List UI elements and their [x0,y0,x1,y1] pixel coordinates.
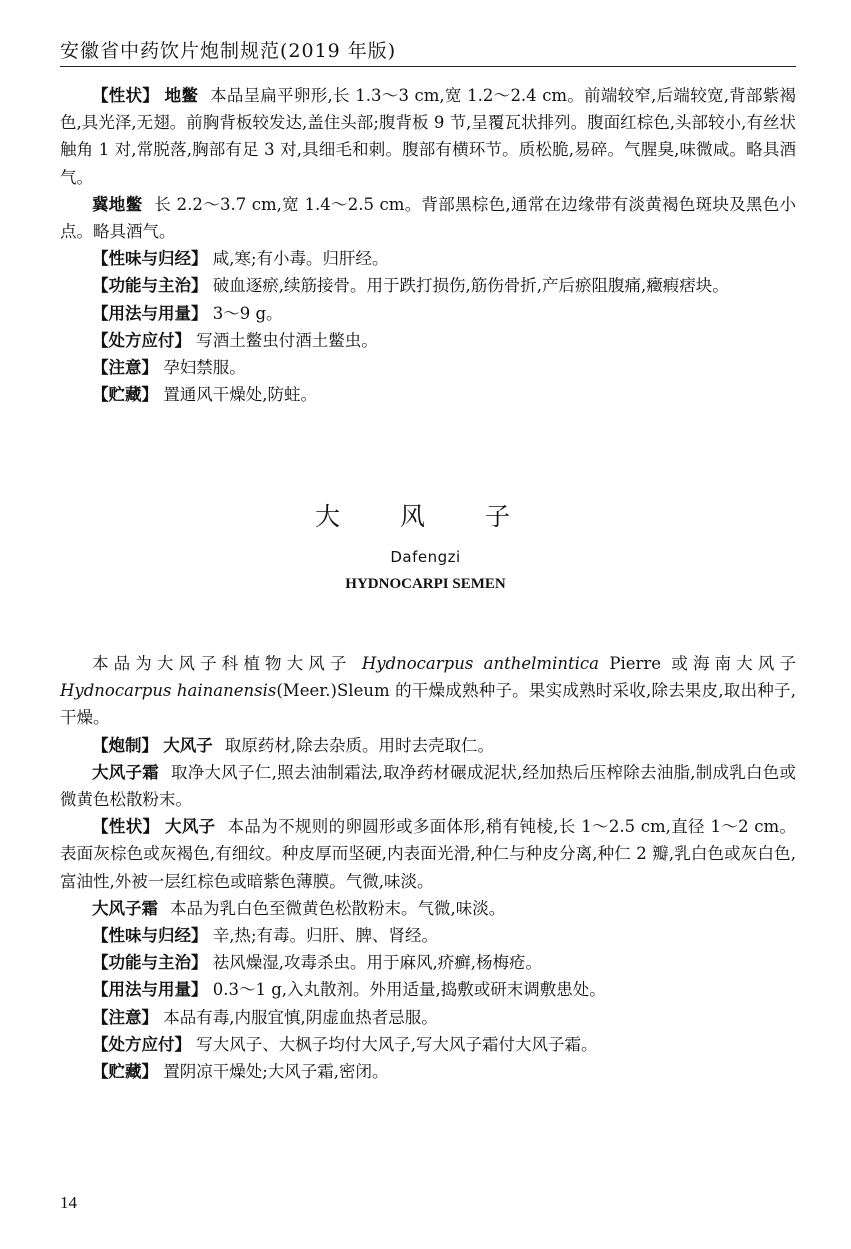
species-name: Hydnocarpus hainanensis [60,681,277,701]
page-number: 14 [60,1193,77,1212]
label-yongfa: 【用法与用量】 [92,980,208,1000]
monograph-pinyin: Dafengzi [390,548,461,566]
property-paragraph [60,759,796,813]
section-dafengzi [60,650,796,1085]
property-paragraph [60,300,796,327]
paragraph-text: 取原药材,除去杂质。用时去壳取仁。 [224,735,494,755]
property-paragraph [60,245,796,272]
paragraph-text: 置通风干燥处,防蛀。 [163,385,317,405]
property-paragraph [60,976,796,1003]
monograph-latin-name: HYDNOCARPI SEMEN [345,576,506,592]
running-header: 安徽省中药饮片炮制规范(2019 年版) [60,40,397,62]
label-xingzhuang: 【性状】 [92,817,160,837]
paragraph-text: 本品有毒,内服宜慎,阴虚血热者忌服。 [163,1007,438,1027]
property-paragraph [60,895,796,922]
intro-text: (Meer.)Sleum 的干燥成熟种子。果实成熟时采收,除去果皮,取出种子,干燥。 [60,681,797,728]
label-zhuyi: 【注意】 [92,1007,158,1027]
label-chufang: 【处方应付】 [92,1034,191,1054]
paragraph-text: 破血逐瘀,续筋接骨。用于跌打损伤,筋伤骨折,产后瘀阻腹痛,癥瘕痞块。 [212,276,729,296]
property-paragraph [60,191,796,245]
property-paragraph [60,381,796,408]
property-paragraph [60,1058,796,1085]
paragraph-text: 写大风子、大枫子均付大风子,写大风子霜付大风子霜。 [196,1034,598,1054]
label-paozhi: 【炮制】 [92,735,158,755]
paragraph-text: 取净大风子仁,照去油制霜法,取净药材碾成泥状,经加热后压榨除去油脂,制成乳白色或微黄色松散粉末。 [60,762,797,810]
label-zhucang: 【贮藏】 [92,385,158,405]
paragraph-text: 写酒土鳖虫付酒土鳖虫。 [196,330,378,350]
paragraph-text: 祛风燥湿,攻毒杀虫。用于麻风,疥癣,杨梅疮。 [212,953,542,973]
section-tubiechong-continued [60,82,796,408]
label-xingwei: 【性味与归经】 [92,926,208,946]
monograph-title: 大 风 子 [315,502,536,531]
paragraph-text: 本品为不规则的卵圆形或多面体形,稍有钝棱,长 1～2.5 cm,直径 1～2 cm。表面灰棕色或灰褐色,有细纹。种皮厚而坚硬,内表面光滑,种仁与种皮分离,种仁 2 瓣,乳白色或灰白色,富油性,外被一层红棕色或暗紫色薄膜。气微,味淡。 [60,817,797,891]
intro-text: Pierre 或海南大风子 [598,654,796,673]
species-name: Hydnocarpus anthelmintica [361,654,599,673]
label-zhucang: 【贮藏】 [92,1062,158,1082]
paragraph-text: 孕妇禁服。 [163,358,246,378]
label-zhuyi: 【注意】 [92,358,158,378]
paragraph-text: 0.3～1 g,入丸散剂。外用适量,捣敷或研末调敷患处。 [212,980,606,1000]
property-paragraph [60,82,796,191]
label-chufang: 【处方应付】 [92,330,191,350]
paragraph-text: 本品呈扁平卵形,长 1.3～3 cm,宽 1.2～2.4 cm。前端较窄,后端较宽,背部紫褐色,具光泽,无翅。前胸背板较发达,盖住头部;腹背板 9 节,呈覆瓦状排列。腹面红棕色,头部较小,有丝状触角 1 对,常脱落,胸部有足 3 对,具细毛和刺。腹部有横环节。质松脆,易碎。气腥臭,味微咸。略具酒气。 [60,86,797,187]
label-xingwei: 【性味与归经】 [92,249,208,269]
property-paragraph [60,1031,796,1058]
intro-paragraph [60,650,796,732]
paragraph-text: 3～9 g。 [212,303,283,323]
property-paragraph [60,949,796,976]
property-paragraph [60,272,796,299]
paragraph-text: 长 2.2～3.7 cm,宽 1.4～2.5 cm。背部黑棕色,通常在边缘带有淡黄褐色斑块及黑色小点。略具酒气。 [60,194,796,242]
label-gongneng: 【功能与主治】 [92,276,208,296]
label-gongneng: 【功能与主治】 [92,953,208,973]
paragraph-text: 辛,热;有毒。归肝、脾、肾经。 [212,926,439,946]
keyword-dibie: 地鳖 [164,86,199,105]
keyword-dafengzi: 大风子 [163,735,213,755]
keyword-jidibie: 冀地鳖 [92,194,143,214]
property-paragraph [60,922,796,949]
paragraph-text: 咸,寒;有小毒。归肝经。 [212,249,389,269]
property-paragraph [60,813,796,895]
keyword-dafengzishuang: 大风子霜 [92,898,158,918]
keyword-dafengzi: 大风子 [164,817,216,837]
property-paragraph [60,354,796,381]
label-xingzhuang: 【性状】 [92,86,160,105]
property-paragraph [60,327,796,354]
keyword-dafengzishuang: 大风子霜 [92,762,160,782]
property-paragraph [60,1004,796,1031]
intro-text: 本品为大风子科植物大风子 [92,654,362,673]
property-paragraph [60,732,796,759]
paragraph-text: 本品为乳白色至微黄色松散粉末。气微,味淡。 [170,898,506,918]
label-yongfa: 【用法与用量】 [92,303,208,323]
paragraph-text: 置阴凉干燥处;大风子霜,密闭。 [163,1062,389,1082]
header-rule [60,66,796,67]
